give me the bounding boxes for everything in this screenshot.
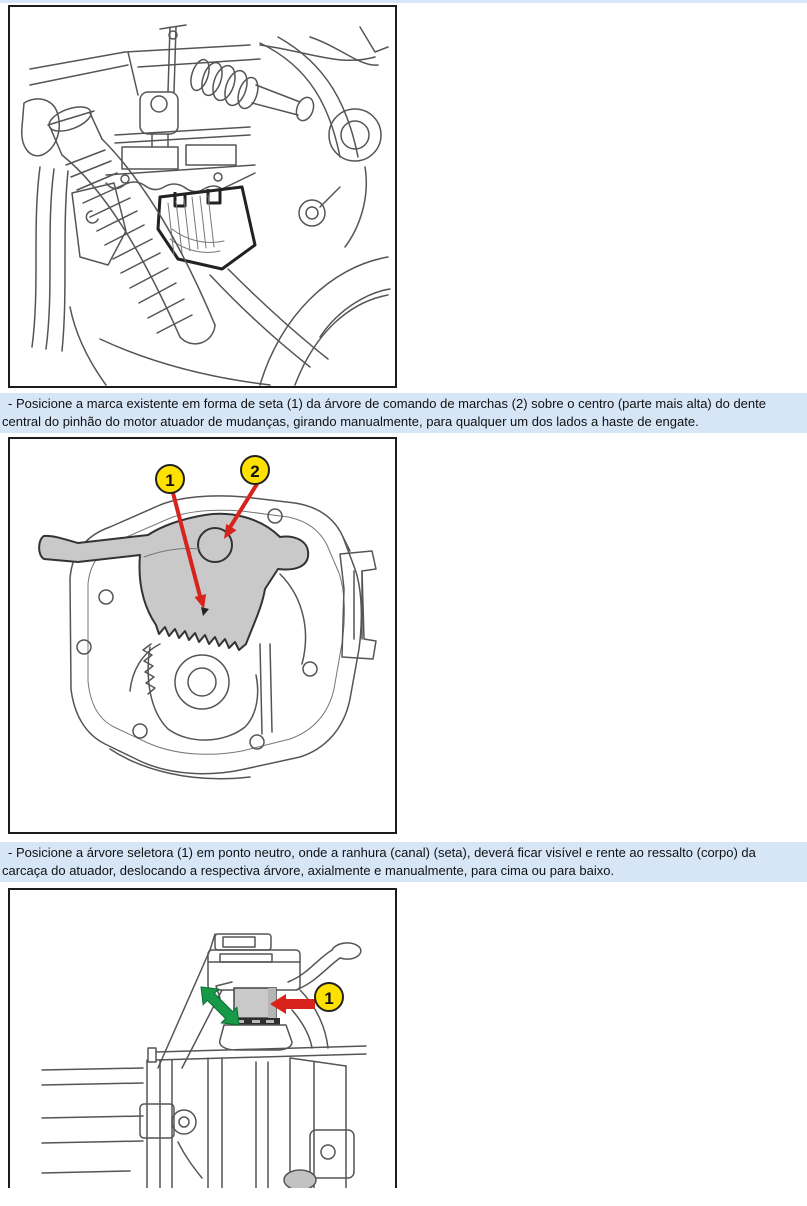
instruction-paragraph-2: - Posicione a árvore seletora (1) em ponto neutro, onde a ranhura (canal) (seta), deverá ficar visível e rente ao ressalto (corpo) da carcaça do atuador, deslocando a respectiva árvore, axialmente e manualmente, para cima ou para baixo.	[0, 842, 807, 882]
engine-compartment-drawing	[10, 7, 395, 386]
figure-shift-shaft-mark	[8, 437, 397, 834]
callout-1-number: 1	[324, 989, 334, 1008]
callout-1	[270, 983, 343, 1014]
actuator-lower-body	[42, 1046, 366, 1188]
pinion-gear	[143, 644, 258, 740]
instruction-paragraph-1: - Posicione a marca existente em forma de seta (1) da árvore de comando de marchas (2) sobre o centro (parte mais alta) do dente central do pinhão do motor atuador de mudanças, girando manualmente, para qualquer um dos lados a haste de engate.	[0, 393, 807, 433]
actuator-opening-with-pinion	[158, 187, 255, 269]
shift-shaft-drawing	[10, 439, 395, 832]
callout-1-number: 1	[165, 471, 175, 490]
gear-shift-control-arm	[39, 514, 308, 650]
cv-boot-and-shaft	[160, 25, 317, 123]
mount-bracket	[115, 92, 250, 169]
top-divider-strip	[0, 0, 807, 3]
lever-arm-tip	[332, 943, 361, 959]
selector-shaft-drawing	[10, 890, 395, 1188]
figure-selector-shaft-neutral	[8, 888, 397, 1188]
engine-background-lines	[30, 27, 390, 385]
callout-2-number: 2	[250, 462, 260, 481]
figure-engine-compartment	[8, 5, 397, 388]
